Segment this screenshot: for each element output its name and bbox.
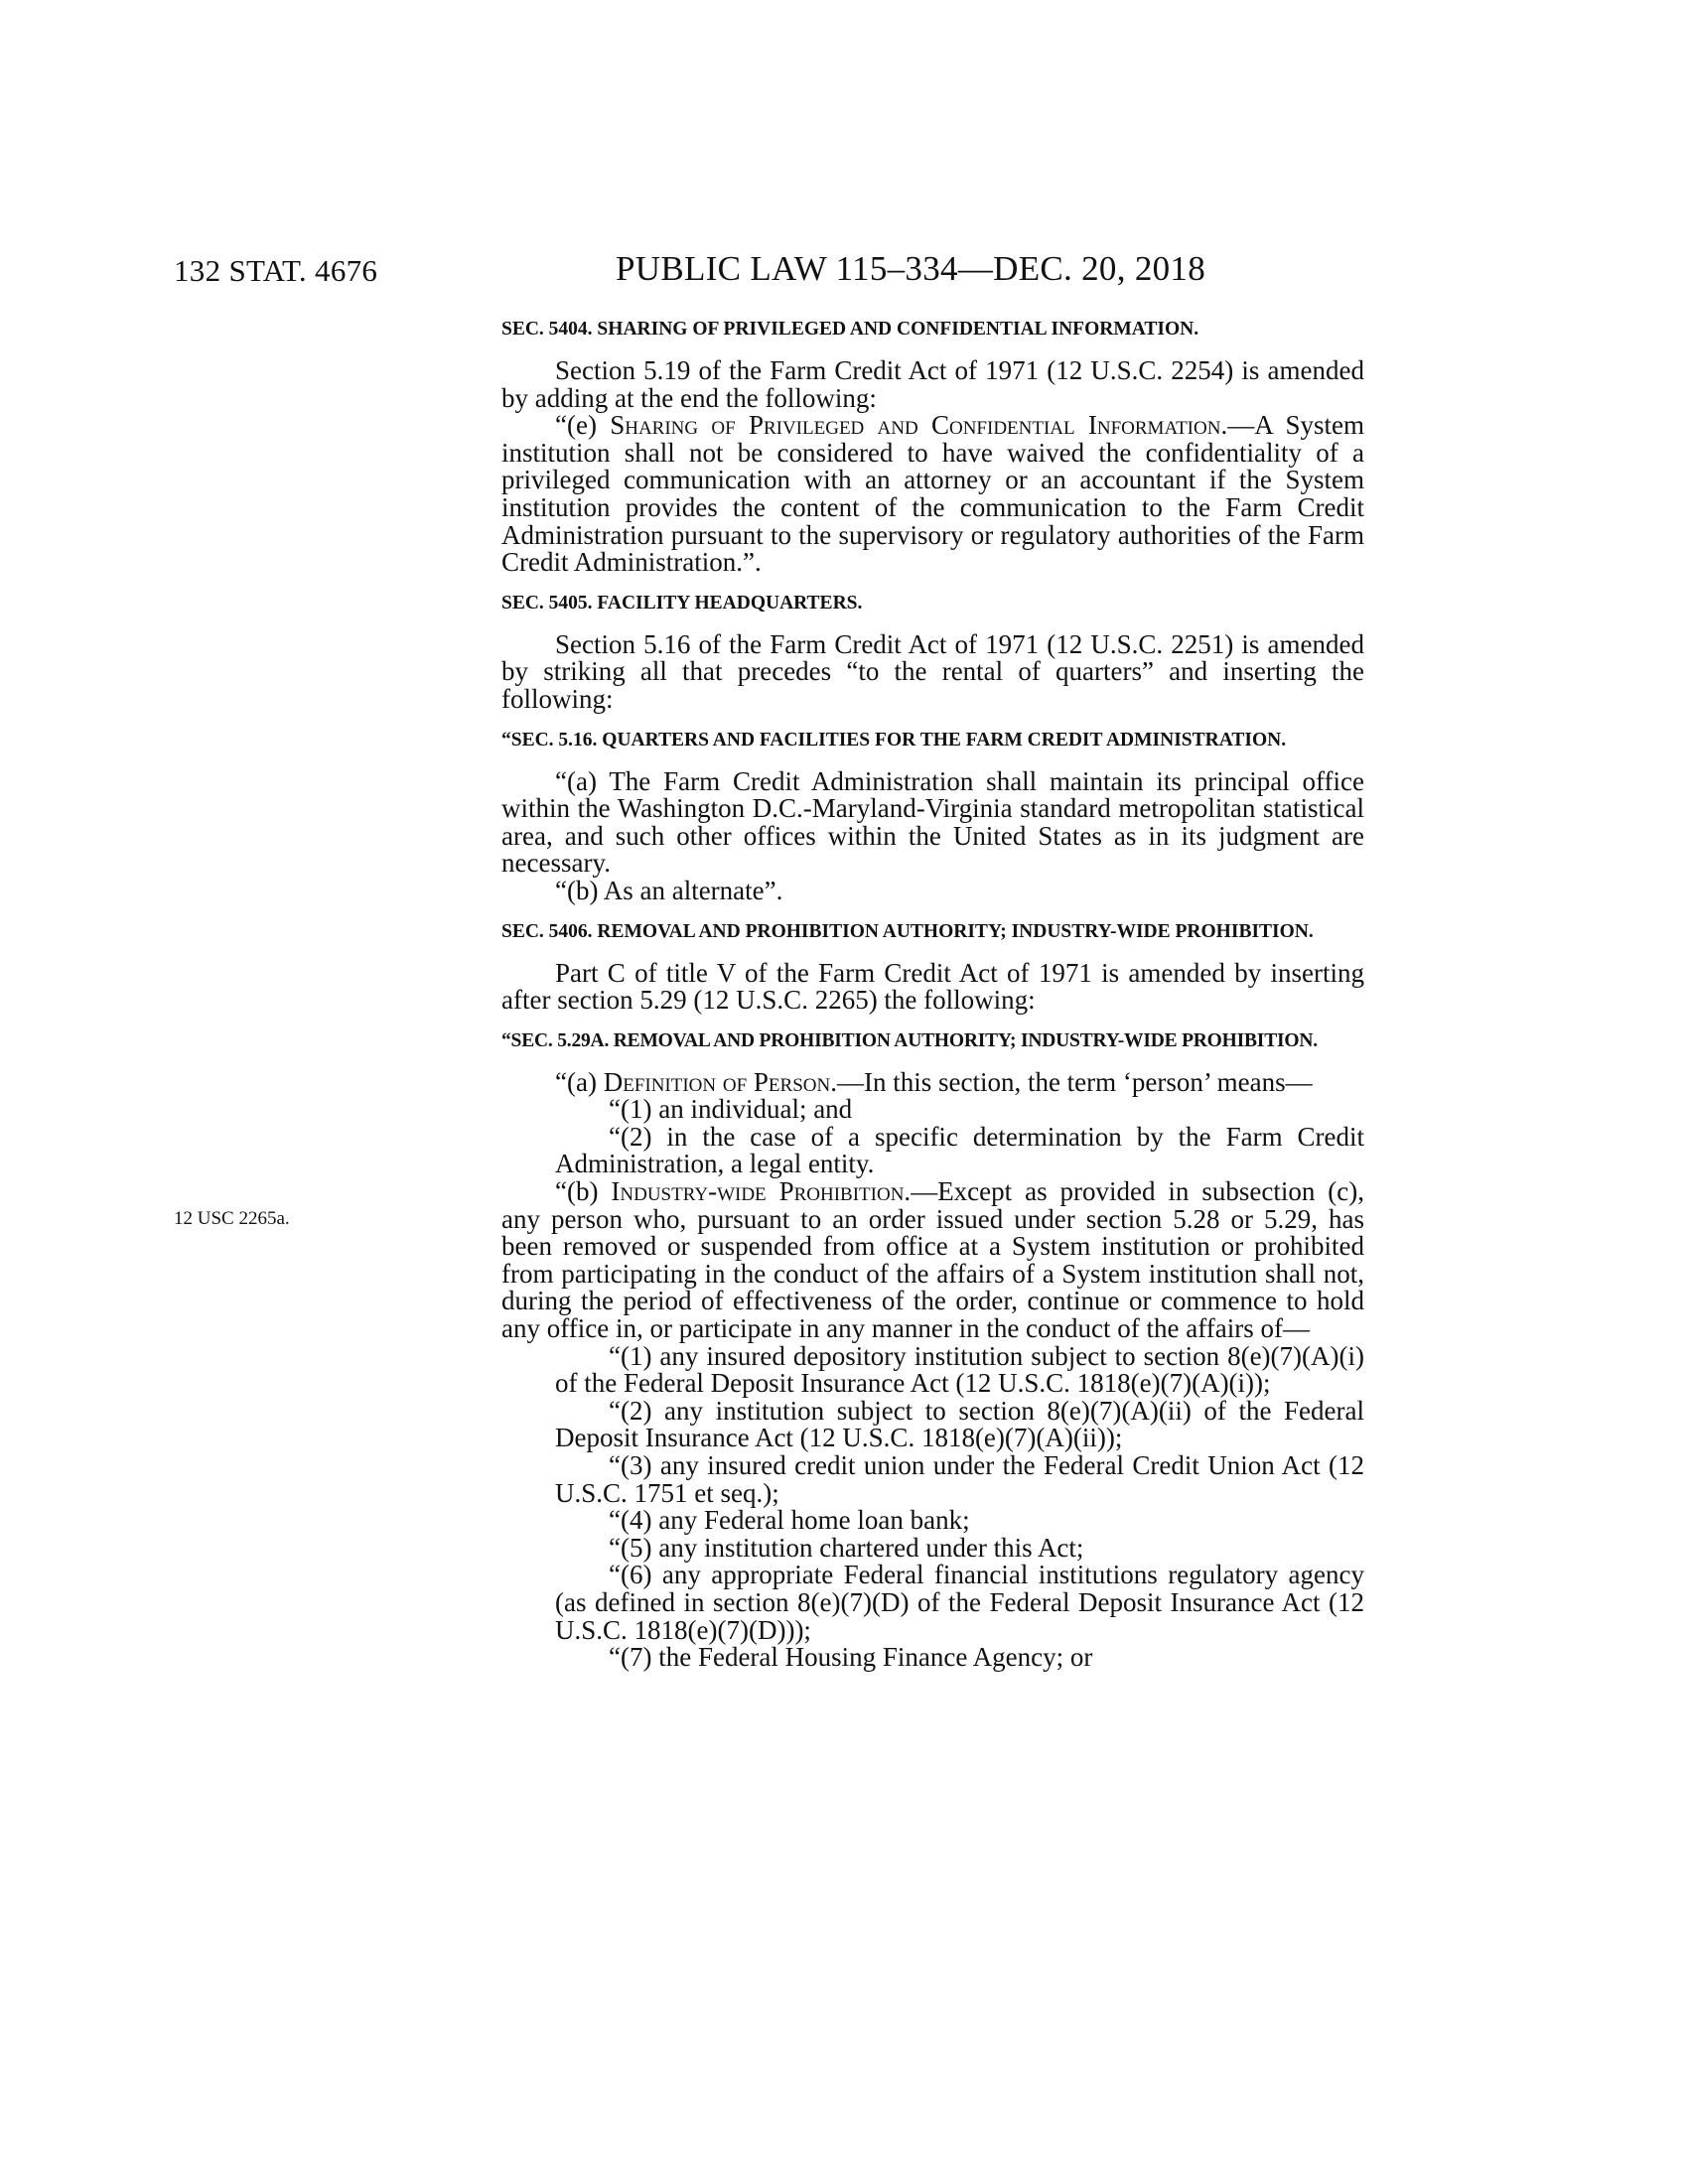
subsection-a-heading: Definition of Person.	[603, 1066, 837, 1097]
subsection-a-open: “(a)	[555, 1066, 604, 1097]
subsection-b-item: “(7) the Federal Housing Finance Agency; or	[609, 1642, 1093, 1673]
subsection-b-heading: Industry-wide Prohibition.	[611, 1176, 912, 1207]
stat-citation: 132 STAT. 4676	[174, 253, 378, 288]
sec-5-29a-subsection-a	[501, 1066, 1364, 1097]
public-law-title: PUBLIC LAW 115–334—DEC. 20, 2018	[616, 249, 1206, 288]
sec-5-29a-subsection-b	[501, 1178, 1364, 1343]
main-text-column	[501, 316, 1364, 1672]
sec-5-16-heading: “SEC. 5.16. QUARTERS AND FACILITIES FOR THE FARM CREDIT ADMINISTRATION.	[501, 729, 1287, 751]
subsection-e-heading: Sharing of Privileged and Confidential Information.	[610, 410, 1228, 441]
sec-5406-heading: SEC. 5406. REMOVAL AND PROHIBITION AUTHORITY; INDUSTRY-WIDE PROHIBITION.	[501, 920, 1314, 942]
subsection-b-item: “(2) any institution subject to section 8(e)(7)(A)(ii) of the Federal Deposit Insurance Act (12 U.S.C. 1818(e)(7)(A)(ii));	[555, 1395, 1364, 1453]
subsection-b-item: “(3) any insured credit union under the Federal Credit Union Act (12 U.S.C. 1751 et seq.);	[555, 1450, 1364, 1508]
subsection-b-text: —Except as provided in subsection (c), any person who, pursuant to an order issued under section 5.28 or 5.29, has been removed or suspended from office at a System institution or prohibited from participating in the conduct of the affairs of a System institution shall not, during the period of effectiveness of the order, continue or commence to hold any office in, or participate in any manner in the conduct of the affairs of—	[501, 1176, 1364, 1344]
usc-margin-note: 12 USC 2265a.	[174, 1208, 290, 1229]
sec-5404-heading: SEC. 5404. SHARING OF PRIVILEGED AND CONFIDENTIAL INFORMATION.	[501, 319, 1199, 340]
sec-5405-heading: SEC. 5405. FACILITY HEADQUARTERS.	[501, 592, 863, 614]
sec-5-29a-heading: “SEC. 5.29A. REMOVAL AND PROHIBITION AUTHORITY; INDUSTRY-WIDE PROHIBITION.	[501, 1029, 1318, 1051]
subsection-a-text: —In this section, the term ‘person’ means—	[836, 1066, 1313, 1097]
sec-5405-intro: Section 5.16 of the Farm Credit Act of 1971 (12 U.S.C. 2251) is amended by striking all that precedes “to the rental of quarters” and inserting the following:	[501, 628, 1364, 714]
subsection-b-item: “(6) any appropriate Federal financial institutions regulatory agency (as defined in section 8(e)(7)(D) of the Federal Deposit Insurance Act (12 U.S.C. 1818(e)(7)(D)));	[555, 1560, 1364, 1645]
sec-5404-intro: Section 5.19 of the Farm Credit Act of 1971 (12 U.S.C. 2254) is amended by adding at the end the following:	[501, 355, 1364, 413]
sec-5-16-subsection-b: “(b) As an alternate”.	[555, 875, 783, 905]
subsection-b-item: “(5) any institution chartered under this Act;	[609, 1532, 1084, 1563]
subsection-b-item: “(4) any Federal home loan bank;	[609, 1505, 970, 1536]
subsection-a-item: “(1) an individual; and	[609, 1094, 853, 1125]
subsection-b-open: “(b)	[555, 1176, 612, 1207]
sec-5404-subsection-e	[501, 412, 1364, 577]
subsection-e-open: “(e)	[555, 410, 611, 441]
sec-5-16-subsection-a: “(a) The Farm Credit Administration shall maintain its principal office within the Washington D.C.-Maryland-Virginia standard metropolitan statistical area, and such other offices within the United States as in its judgment are necessary.	[501, 765, 1364, 879]
sec-5406-intro: Part C of title V of the Farm Credit Act of 1971 is amended by inserting after section 5.29 (12 U.S.C. 2265) the following:	[501, 957, 1364, 1016]
subsection-a-item: “(2) in the case of a specific determination by the Farm Credit Administration, a legal entity.	[555, 1121, 1364, 1179]
subsection-e-text: —A System institution shall not be considered to have waived the confidentiality of a privileged communication with an attorney or an accountant if the System institution provides the content of the communication to the Farm Credit Administration pursuant to the supervisory or regulatory authorities of the Farm Credit Administration.”.	[501, 410, 1364, 578]
subsection-b-item: “(1) any insured depository institution subject to section 8(e)(7)(A)(i) of the Federal Deposit Insurance Act (12 U.S.C. 1818(e)(7)(A)(i));	[555, 1340, 1364, 1399]
